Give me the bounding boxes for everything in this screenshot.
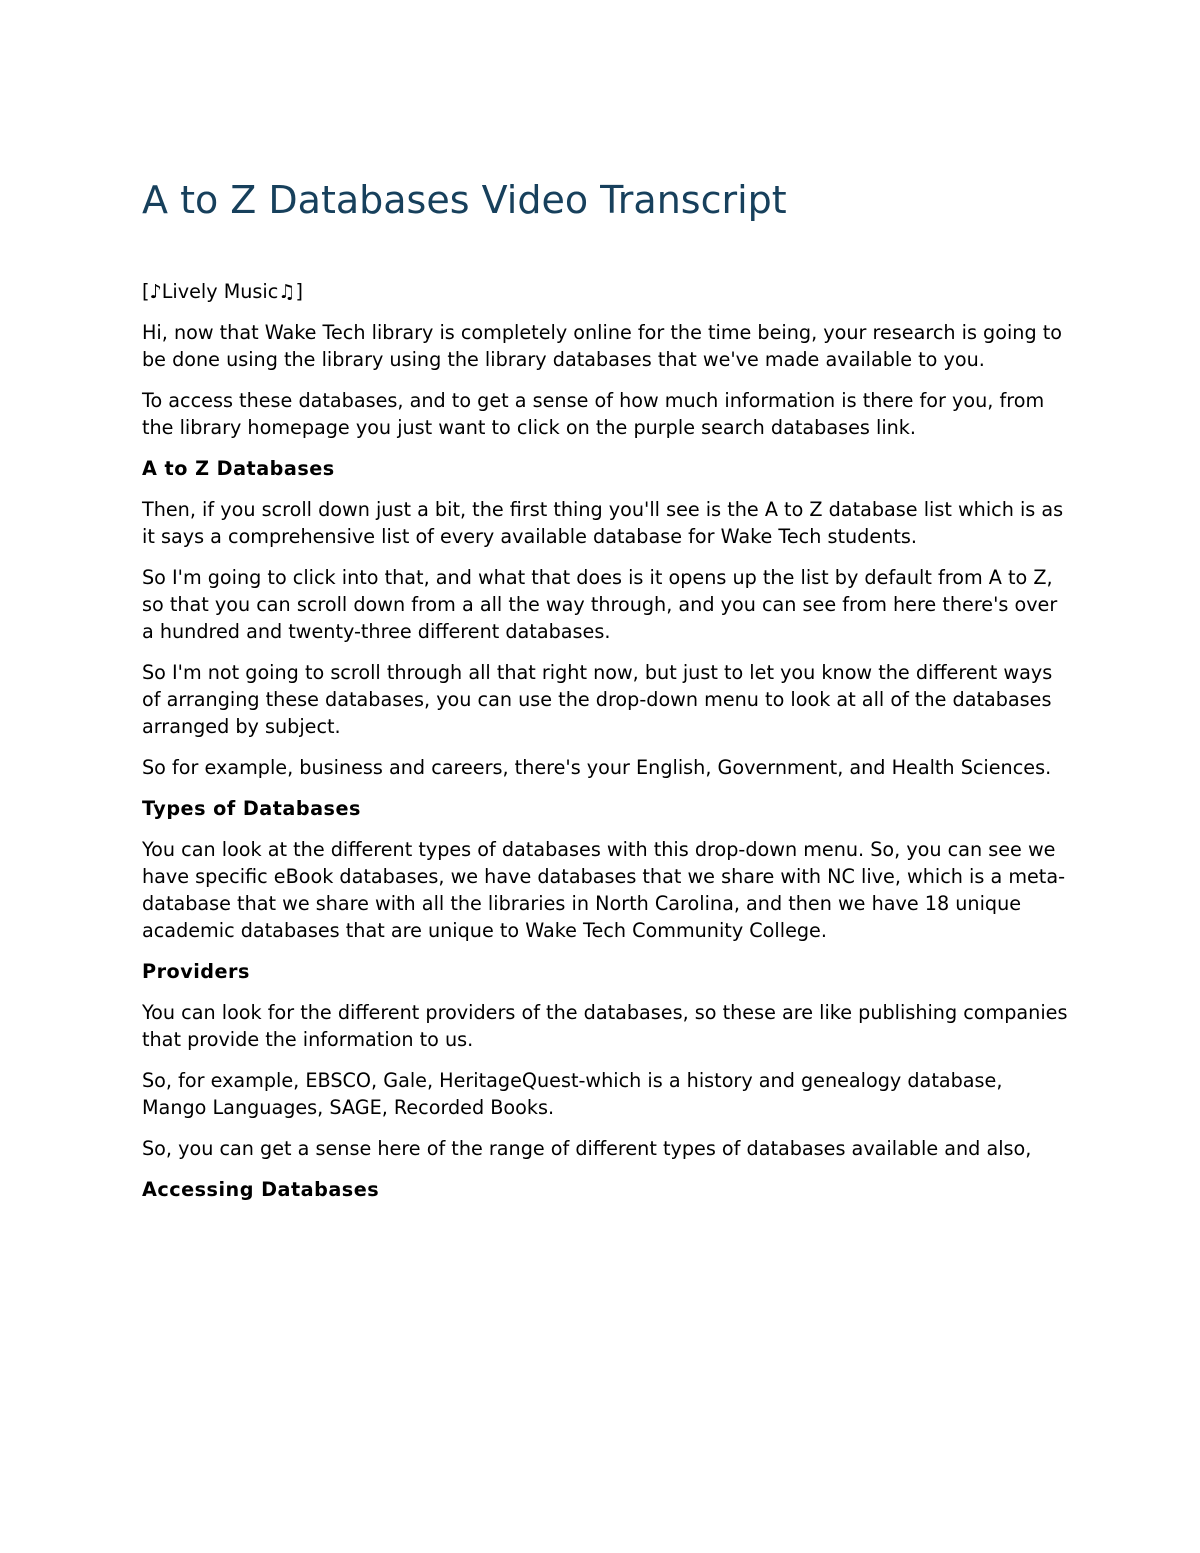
paragraph-range: So, you can get a sense here of the range of different types of databases available and also, xyxy=(142,1137,1032,1160)
section-heading-a-to-z: A to Z Databases xyxy=(142,457,335,480)
section-heading-providers: Providers xyxy=(142,960,250,983)
paragraph-scroll-down: Then, if you scroll down just a bit, the first thing you'll see is the A to Z database list which is as it says a comprehensive list of every available database for Wake Tech students. xyxy=(142,498,1064,548)
paragraph-list-default: So I'm going to click into that, and what that does is it opens up the list by default from A to Z, so that you can scroll down from a all the way through, and you can see from here there's over a hundred and twenty-three different databases. xyxy=(142,566,1058,643)
paragraph-providers: You can look for the different providers of the databases, so these are like publishing companies that provide the information to us. xyxy=(142,1001,1068,1051)
section-heading-types: Types of Databases xyxy=(142,797,361,820)
paragraph-arranging: So I'm not going to scroll through all that right now, but just to let you know the different ways of arranging these databases, you can use the drop-down menu to look at all of the databases arranged by subject. xyxy=(142,661,1053,738)
paragraph-types: You can look at the different types of databases with this drop-down menu. So, you can see we have specific eBook databases, we have databases that we share with NC live, which is a meta-database that we share with all the libraries in North Carolina, and then we have 18 unique academic databases that are unique to Wake Tech Community College. xyxy=(142,838,1066,942)
document-page xyxy=(142,176,1072,1217)
page-title: A to Z Databases Video Transcript xyxy=(142,178,787,222)
section-heading-accessing: Accessing Databases xyxy=(142,1178,380,1201)
music-cue: [♪Lively Music♫] xyxy=(142,280,303,303)
paragraph-access: To access these databases, and to get a sense of how much information is there for you, from the library homepage you just want to click on the purple search databases link. xyxy=(142,389,1045,439)
paragraph-subjects: So for example, business and careers, there's your English, Government, and Health Sciences. xyxy=(142,756,1052,779)
paragraph-provider-examples: So, for example, EBSCO, Gale, HeritageQuest-which is a history and genealogy database, Mango Languages, SAGE, Recorded Books. xyxy=(142,1069,1003,1119)
paragraph-intro: Hi, now that Wake Tech library is completely online for the time being, your research is going to be done using the library using the library databases that we've made available to you. xyxy=(142,321,1063,371)
